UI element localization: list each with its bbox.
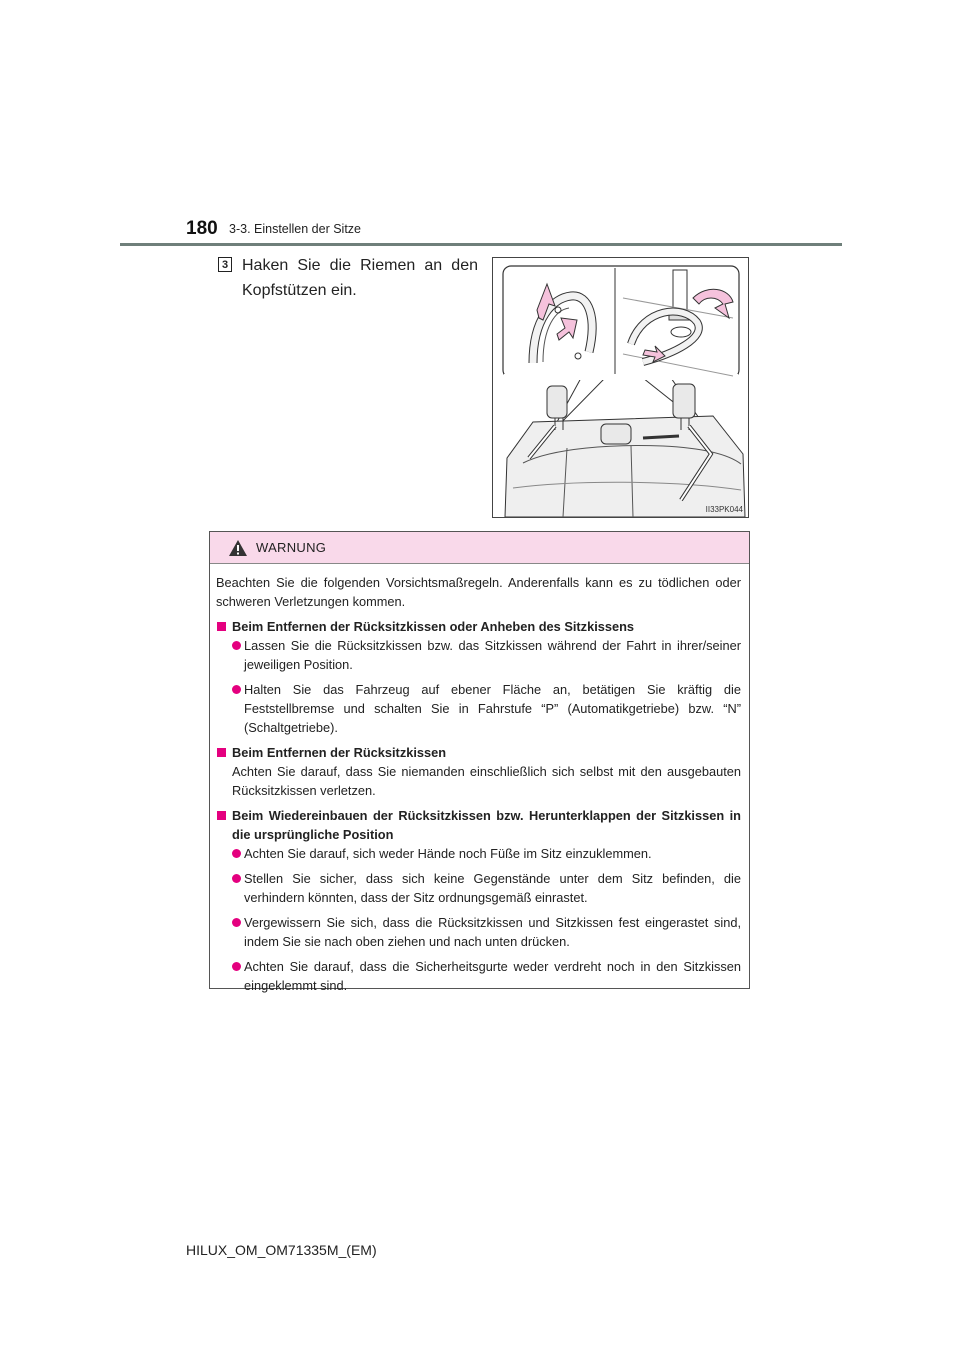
step-text-line-1: Haken Sie die Riemen an den bbox=[242, 257, 478, 274]
warning-triangle-icon bbox=[228, 539, 248, 557]
warning-bullet bbox=[232, 680, 741, 737]
circle-bullet-icon bbox=[232, 641, 241, 650]
circle-bullet-icon bbox=[232, 849, 241, 858]
warning-bullet-text: Halten Sie das Fahrzeug auf ebener Fläche an, betätigen Sie kräftig die Feststellbremse und schalten Sie in Fahrstufe “P” (Automatikgetriebe) bzw. “N” (Schaltgetriebe). bbox=[244, 682, 741, 735]
step-badge: 3 bbox=[218, 257, 232, 272]
warning-box bbox=[209, 531, 750, 993]
square-bullet-icon bbox=[217, 622, 226, 631]
circle-bullet-icon bbox=[232, 874, 241, 883]
seat-strap-figure bbox=[492, 257, 749, 518]
square-bullet-icon bbox=[217, 748, 226, 757]
step-text-line-2: Kopfstützen ein. bbox=[242, 282, 357, 299]
warning-bullet-text: Achten Sie darauf, dass die Sicherheitsgurte weder verdreht noch in den Sitzkissen eingeklemmt sind. bbox=[244, 959, 741, 993]
header-rule bbox=[120, 243, 842, 246]
warning-section-1 bbox=[216, 617, 741, 737]
circle-bullet-icon bbox=[232, 685, 241, 694]
warning-bullet-text: Achten Sie darauf, sich weder Hände noch Füße im Sitz einzuklemmen. bbox=[244, 846, 652, 861]
warning-bullet bbox=[232, 636, 741, 674]
warning-section-3 bbox=[216, 806, 741, 995]
warning-section-title: Beim Entfernen der Rücksitzkissen bbox=[232, 745, 447, 760]
circle-bullet-icon bbox=[232, 962, 241, 971]
step-text bbox=[242, 253, 478, 303]
seat-strap-illustration bbox=[493, 258, 748, 517]
warning-section-title: Beim Wiedereinbauen der Rücksitzkissen bzw. Herunterklappen der Sitzkissen in die ursprüngliche Position bbox=[232, 808, 741, 842]
warning-bullet bbox=[232, 957, 741, 995]
footer-doc-id: HILUX_OM_OM71335M_(EM) bbox=[186, 1242, 377, 1258]
warning-body bbox=[210, 564, 749, 995]
warning-bullet-text: Lassen Sie die Rücksitzkissen bzw. das Sitzkissen während der Fahrt in ihrer/seiner jeweiligen Position. bbox=[244, 638, 741, 672]
headrest-center bbox=[601, 424, 631, 444]
circle-bullet-icon bbox=[232, 918, 241, 927]
warning-header bbox=[210, 532, 749, 564]
warning-section-text: Achten Sie darauf, dass Sie niemanden einschließlich sich selbst mit den ausgebauten Rücksitzkissen verletzen. bbox=[232, 764, 741, 798]
headrest-right bbox=[673, 384, 695, 418]
warning-intro: Beachten Sie die folgenden Vorsichtsmaßregeln. Anderenfalls kann es zu tödlichen oder schweren Verletzungen kommen. bbox=[216, 575, 741, 609]
section-title: 3-3. Einstellen der Sitze bbox=[229, 222, 362, 236]
warning-bullet-text: Vergewissern Sie sich, dass die Rücksitzkissen und Sitzkissen fest eingerastet sind, indem Sie sie nach oben ziehen und nach unten drücken. bbox=[244, 915, 741, 949]
warning-bullet bbox=[232, 913, 741, 951]
warning-bullet-text: Stellen Sie sicher, dass sich keine Gegenstände unter dem Sitz befinden, die verhindern könnten, dass der Sitz ordnungsgemäß einrastet. bbox=[244, 871, 741, 905]
page-number: 180 bbox=[186, 218, 218, 239]
warning-section-title: Beim Entfernen der Rücksitzkissen oder Anheben des Sitzkissens bbox=[232, 619, 635, 634]
headrest-left bbox=[547, 386, 567, 418]
warning-title: WARNUNG bbox=[256, 540, 327, 555]
warning-bullet bbox=[232, 869, 741, 907]
figure-code: II33PK044 bbox=[705, 505, 743, 514]
warning-bullet bbox=[232, 844, 741, 863]
square-bullet-icon bbox=[217, 811, 226, 820]
warning-section-2 bbox=[216, 743, 741, 800]
